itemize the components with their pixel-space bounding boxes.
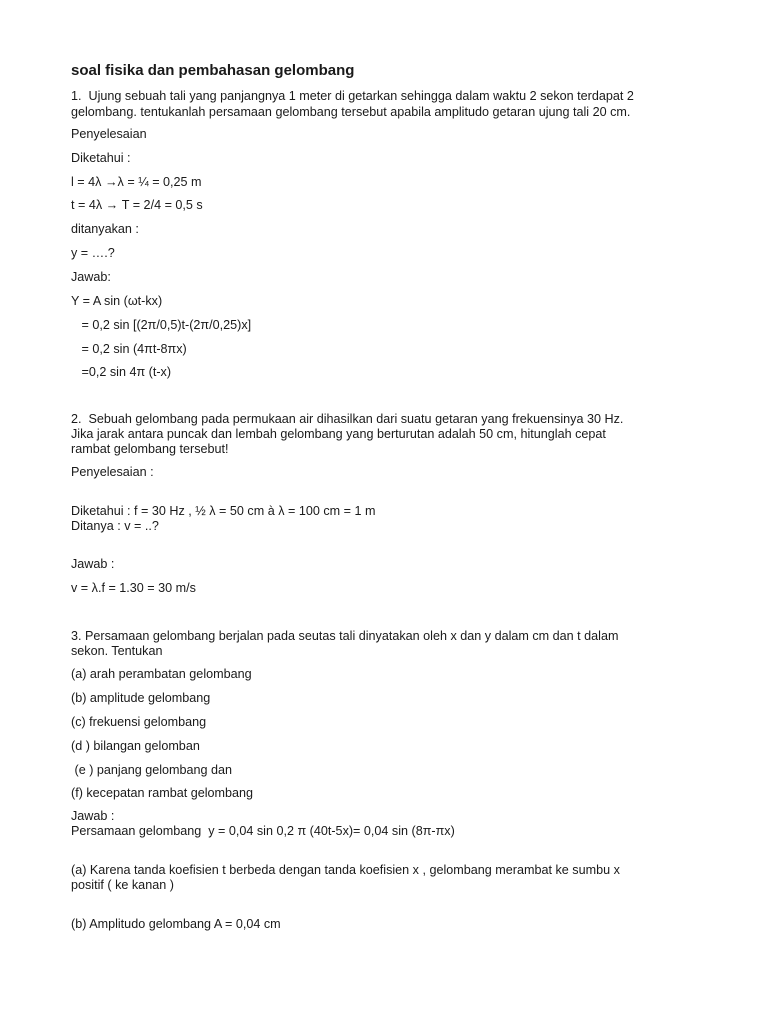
text-line: Jawab : [71, 809, 115, 823]
text-line: Penyelesaian [71, 127, 147, 141]
text-line: 2. Sebuah gelombang pada permukaan air dihasilkan dari suatu getaran yang frekuensinya 30 Hz. [71, 412, 624, 426]
text-line: 3. Persamaan gelombang berjalan pada seutas tali dinyatakan oleh x dan y dalam cm dan t dalam [71, 629, 619, 643]
text-line: (c) frekuensi gelombang [71, 715, 207, 729]
text-line: Persamaan gelombang y = 0,04 sin 0,2 π (40t-5x)= 0,04 sin (8π-πx) [71, 824, 455, 838]
text-line: rambat gelombang tersebut! [71, 442, 229, 456]
text-line: sekon. Tentukan [71, 644, 163, 658]
text-line: l = 4λ →λ = ¼ = 0,25 m [71, 175, 202, 189]
text-line: 1. Ujung sebuah tali yang panjangnya 1 meter di getarkan sehingga dalam waktu 2 sekon terdapat 2 [71, 89, 634, 103]
page-title: soal fisika dan pembahasan gelombang [71, 62, 355, 79]
text-line: Penyelesaian : [71, 465, 154, 479]
text-line: y = ….? [71, 246, 115, 260]
text-line: Jika jarak antara puncak dan lembah gelombang yang berturutan adalah 50 cm, hitunglah cepat [71, 427, 606, 441]
text-line: Jawab : [71, 557, 115, 571]
text-line: (b) Amplitudo gelombang A = 0,04 cm [71, 917, 281, 931]
text-line: (a) arah perambatan gelombang [71, 667, 252, 681]
text-line: Ditanya : v = ..? [71, 519, 159, 533]
text-line: positif ( ke kanan ) [71, 878, 174, 892]
text-line: (b) amplitude gelombang [71, 691, 211, 705]
text-line: (a) Karena tanda koefisien t berbeda dengan tanda koefisien x , gelombang merambat ke sumbu x [71, 863, 620, 877]
text-line: (f) kecepatan rambat gelombang [71, 786, 254, 800]
text-line: = 0,2 sin (4πt-8πx) [71, 342, 187, 356]
text-line: gelombang. tentukanlah persamaan gelombang tersebut apabila amplitudo getaran ujung tali 20 cm. [71, 105, 631, 119]
text-line: = 0,2 sin [(2π/0,5)t-(2π/0,25)x] [71, 318, 252, 332]
text-line: t = 4λ → T = 2/4 = 0,5 s [71, 198, 203, 212]
text-line: Diketahui : f = 30 Hz , ½ λ = 50 cm à λ = 100 cm = 1 m [71, 504, 376, 518]
text-line: Diketahui : [71, 151, 131, 165]
text-line: v = λ.f = 1.30 = 30 m/s [71, 581, 196, 595]
text-line: (d ) bilangan gelomban [71, 739, 200, 753]
text-line: ditanyakan : [71, 222, 139, 236]
text-line: Y = A sin (ωt-kx) [71, 294, 163, 308]
text-line: (e ) panjang gelombang dan [71, 763, 233, 777]
text-line: Jawab: [71, 270, 111, 284]
text-line: =0,2 sin 4π (t-x) [71, 365, 172, 379]
